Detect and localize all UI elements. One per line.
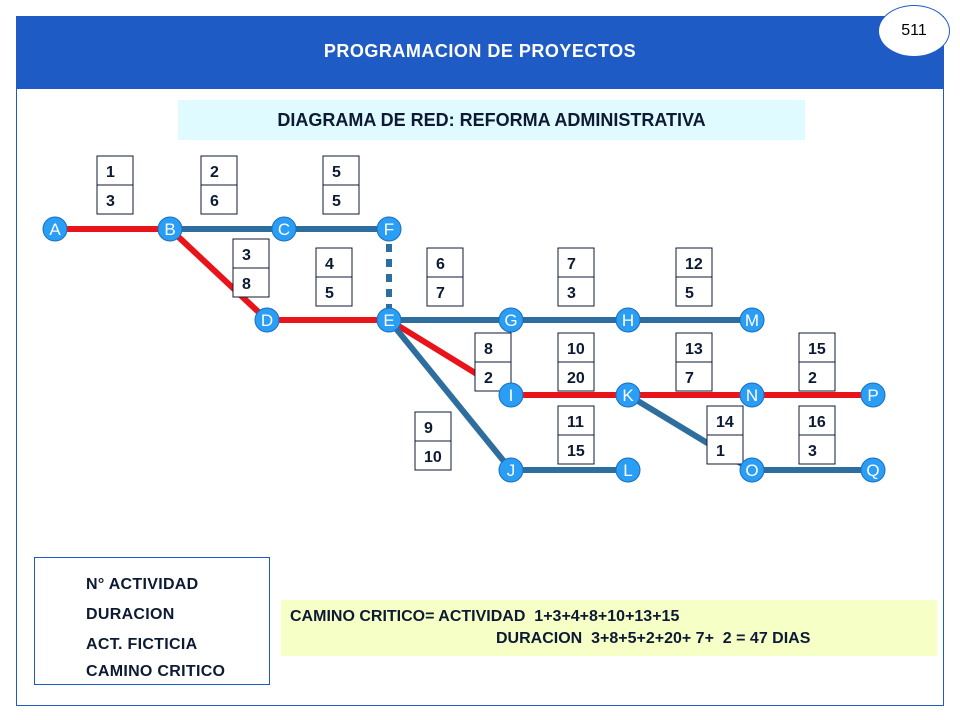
legend-duration-label: DURACION	[86, 606, 175, 623]
activity-duration: 15	[567, 443, 585, 460]
activity-number: 13	[685, 341, 703, 358]
node-label: G	[504, 311, 518, 330]
activity-box-12	[676, 248, 712, 306]
activity-box-1	[97, 156, 133, 214]
node-label: J	[506, 461, 516, 480]
activity-number: 4	[325, 256, 334, 273]
node-d	[255, 308, 279, 332]
node-label: Q	[866, 461, 880, 480]
activity-number: 3	[242, 247, 251, 264]
node-m	[740, 308, 764, 332]
activity-box-10	[558, 333, 594, 391]
node-label: I	[508, 386, 514, 405]
node-b	[158, 217, 182, 241]
nodes-layer	[43, 217, 885, 482]
legend-activity-label: N° ACTIVIDAD	[86, 576, 199, 593]
activity-box-6	[427, 248, 463, 306]
node-e	[377, 308, 401, 332]
activity-duration: 8	[242, 276, 251, 293]
node-label: L	[623, 461, 633, 480]
activity-duration: 10	[424, 449, 442, 466]
page-title: PROGRAMACION DE PROYECTOS	[323, 41, 637, 61]
activity-number: 11	[567, 414, 584, 431]
node-f	[377, 217, 401, 241]
critical-path-duration: DURACION 3+8+5+2+20+ 7+ 2 = 47 DIAS	[496, 630, 811, 647]
legend-dummy-label: ACT. FICTICIA	[86, 636, 198, 653]
node-l	[616, 458, 640, 482]
activity-number: 2	[210, 164, 219, 181]
node-q	[861, 458, 885, 482]
activity-duration: 3	[808, 443, 817, 460]
node-label: F	[383, 220, 395, 239]
node-label: B	[164, 220, 176, 239]
critical-path-activities: CAMINO CRITICO= ACTIVIDAD 1+3+4+8+10+13+15	[290, 608, 680, 625]
activity-number: 9	[424, 420, 433, 437]
activity-box-7	[558, 248, 594, 306]
activity-duration: 20	[567, 370, 585, 387]
activity-number: 10	[567, 341, 585, 358]
activity-duration: 7	[685, 370, 694, 387]
activity-box-2	[201, 156, 237, 214]
activity-box-13	[676, 333, 712, 391]
activity-boxes-layer	[97, 156, 835, 470]
node-label: D	[260, 311, 274, 330]
node-o	[740, 458, 764, 482]
activity-box-9	[415, 412, 451, 470]
activity-duration: 7	[436, 285, 445, 302]
page-number-badge: 511	[878, 5, 950, 57]
node-label: P	[867, 386, 879, 405]
node-g	[499, 308, 523, 332]
activity-duration: 5	[685, 285, 694, 302]
node-label: A	[49, 220, 61, 239]
activity-number: 15	[808, 341, 826, 358]
activity-number: 6	[436, 256, 445, 273]
activity-box-4	[316, 248, 352, 306]
activity-box-5	[323, 156, 359, 214]
activity-number: 7	[567, 256, 576, 273]
node-label: M	[744, 311, 760, 330]
activity-number: 8	[484, 341, 493, 358]
node-p	[861, 383, 885, 407]
node-n	[740, 383, 764, 407]
node-k	[616, 383, 640, 407]
activity-duration: 2	[484, 370, 493, 387]
legend-critical-label: CAMINO CRITICO	[86, 663, 226, 680]
diagram-title: DIAGRAMA DE RED: REFORMA ADMINISTRATIVA	[178, 100, 805, 140]
activity-box-3	[233, 239, 269, 297]
node-c	[272, 217, 296, 241]
node-a	[43, 217, 67, 241]
activity-duration: 1	[716, 443, 725, 460]
node-i	[499, 383, 523, 407]
node-label: C	[277, 220, 291, 239]
activity-box-16	[799, 406, 835, 464]
activity-box-15	[799, 333, 835, 391]
activity-duration: 6	[210, 193, 219, 210]
activity-box-11	[558, 406, 594, 464]
activity-duration: 2	[808, 370, 817, 387]
edges-layer	[55, 229, 873, 470]
node-h	[616, 308, 640, 332]
node-label: O	[745, 461, 759, 480]
node-label: H	[621, 311, 635, 330]
activity-number: 12	[685, 256, 703, 273]
activity-duration: 5	[332, 193, 341, 210]
activity-box-14	[707, 406, 743, 464]
activity-number: 14	[716, 414, 734, 431]
node-label: E	[383, 311, 395, 330]
activity-box-8	[475, 333, 511, 391]
activity-number: 5	[332, 164, 341, 181]
node-label: N	[745, 386, 759, 405]
activity-duration: 3	[106, 193, 115, 210]
node-label: K	[622, 386, 634, 405]
activity-number: 1	[106, 164, 115, 181]
activity-number: 16	[808, 414, 826, 431]
activity-duration: 3	[567, 285, 576, 302]
activity-duration: 5	[325, 285, 334, 302]
node-j	[499, 458, 523, 482]
